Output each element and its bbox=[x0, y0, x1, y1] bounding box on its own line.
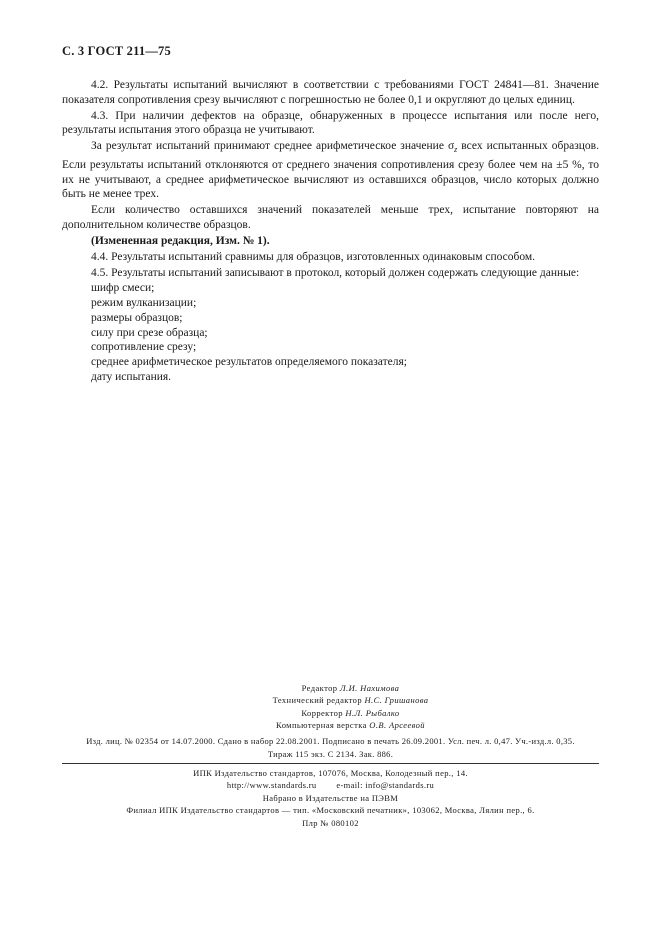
paragraph-average bbox=[62, 139, 599, 202]
publisher-imprint bbox=[62, 767, 599, 829]
paragraph-average-end: всех испытанных образцов. Если результаты испытаний отклоняются от среднего значения сопротивления срезу более чем на ±5 %, то их не учитывают, а среднее арифметическое вычисляют из оставшихся образцов, число которых должно быть не менее трех. bbox=[62, 140, 599, 201]
list-item: силу при срезе образца; bbox=[91, 326, 208, 339]
imprint-line-1: ИПК Издательство стандартов, 107076, Москва, Колодезный пер., 14. bbox=[193, 768, 468, 778]
credit-role: Корректор bbox=[301, 707, 346, 718]
list-item: режим вулканизации; bbox=[91, 297, 197, 310]
imprint-line-3: Набрано в Издательстве на ПЭВМ bbox=[262, 792, 399, 803]
list-item: шифр смеси; bbox=[91, 282, 155, 295]
imprint-line-5: Плр № 080102 bbox=[302, 817, 359, 828]
list-item: среднее арифметическое результатов определяемого показателя; bbox=[91, 355, 407, 368]
credit-role: Технический редактор bbox=[272, 695, 365, 706]
publication-line-2: Тираж 115 экз. С 2134. Зак. 886. bbox=[267, 749, 394, 759]
credit-editor bbox=[62, 682, 599, 694]
divider bbox=[62, 763, 599, 764]
publication-info bbox=[62, 735, 599, 761]
amendment-note: (Измененная редакция, Изм. № 1). bbox=[91, 234, 270, 247]
imprint-line-2: http://www.standards.ru e-mail: info@standards.ru bbox=[226, 780, 435, 791]
sigma-subscript: z bbox=[454, 145, 458, 155]
credit-corrector bbox=[62, 707, 599, 719]
credit-name: Н.Л. Рыбалко bbox=[345, 707, 400, 718]
editorial-credits bbox=[62, 682, 599, 732]
credit-name: Л.И. Нахимова bbox=[339, 683, 400, 693]
list-item: сопротивление срезу; bbox=[91, 341, 197, 354]
credit-name: О.В. Арсеевой bbox=[369, 720, 425, 731]
imprint-line-4: Филиал ИПК Издательство стандартов — тип. «Московский печатник», 103062, Москва, Лялин пер., 6. bbox=[126, 805, 535, 816]
credit-name: Н.С. Гришанова bbox=[364, 695, 429, 706]
credit-layout bbox=[62, 719, 599, 731]
list-item: дату испытания. bbox=[91, 370, 172, 383]
paragraph-4-4: 4.4. Результаты испытаний сравнимы для образцов, изготовленных одинаковым способом. bbox=[91, 250, 536, 263]
credit-role: Компьютерная верстка bbox=[276, 720, 370, 731]
credit-tech-editor bbox=[62, 694, 599, 706]
page-header: С. 3 ГОСТ 211—75 bbox=[62, 44, 171, 58]
credit-role: Редактор bbox=[301, 683, 340, 693]
paragraph-4-2: 4.2. Результаты испытаний вычисляют в соответствии с требованиями ГОСТ 24841—81. Значение показателя сопротивления срезу вычисляют с погрешностью не более 0,1 и округляют до целых единиц. bbox=[62, 79, 599, 106]
document-body bbox=[62, 78, 599, 384]
paragraph-average-start: За результат испытаний принимают среднее арифметическое значение σ bbox=[91, 140, 455, 153]
list-item: размеры образцов; bbox=[91, 311, 183, 324]
paragraph-4-5: 4.5. Результаты испытаний записывают в протокол, который должен содержать следующие данные: bbox=[91, 266, 580, 279]
paragraph-repeat: Если количество оставшихся значений показателей меньше трех, испытание повторяют на дополнительном количестве образцов. bbox=[62, 204, 599, 231]
publication-line-1: Изд. лиц. № 02354 от 14.07.2000. Сдано в набор 22.08.2001. Подписано в печать 26.09.2001. Усл. печ. л. 0,47. Уч.-изд.л. 0,35. bbox=[86, 736, 575, 746]
paragraph-4-3: 4.3. При наличии дефектов на образце, обнаруженных в процессе испытания или после него, результаты испытания этого образца не учитывают. bbox=[62, 109, 599, 137]
